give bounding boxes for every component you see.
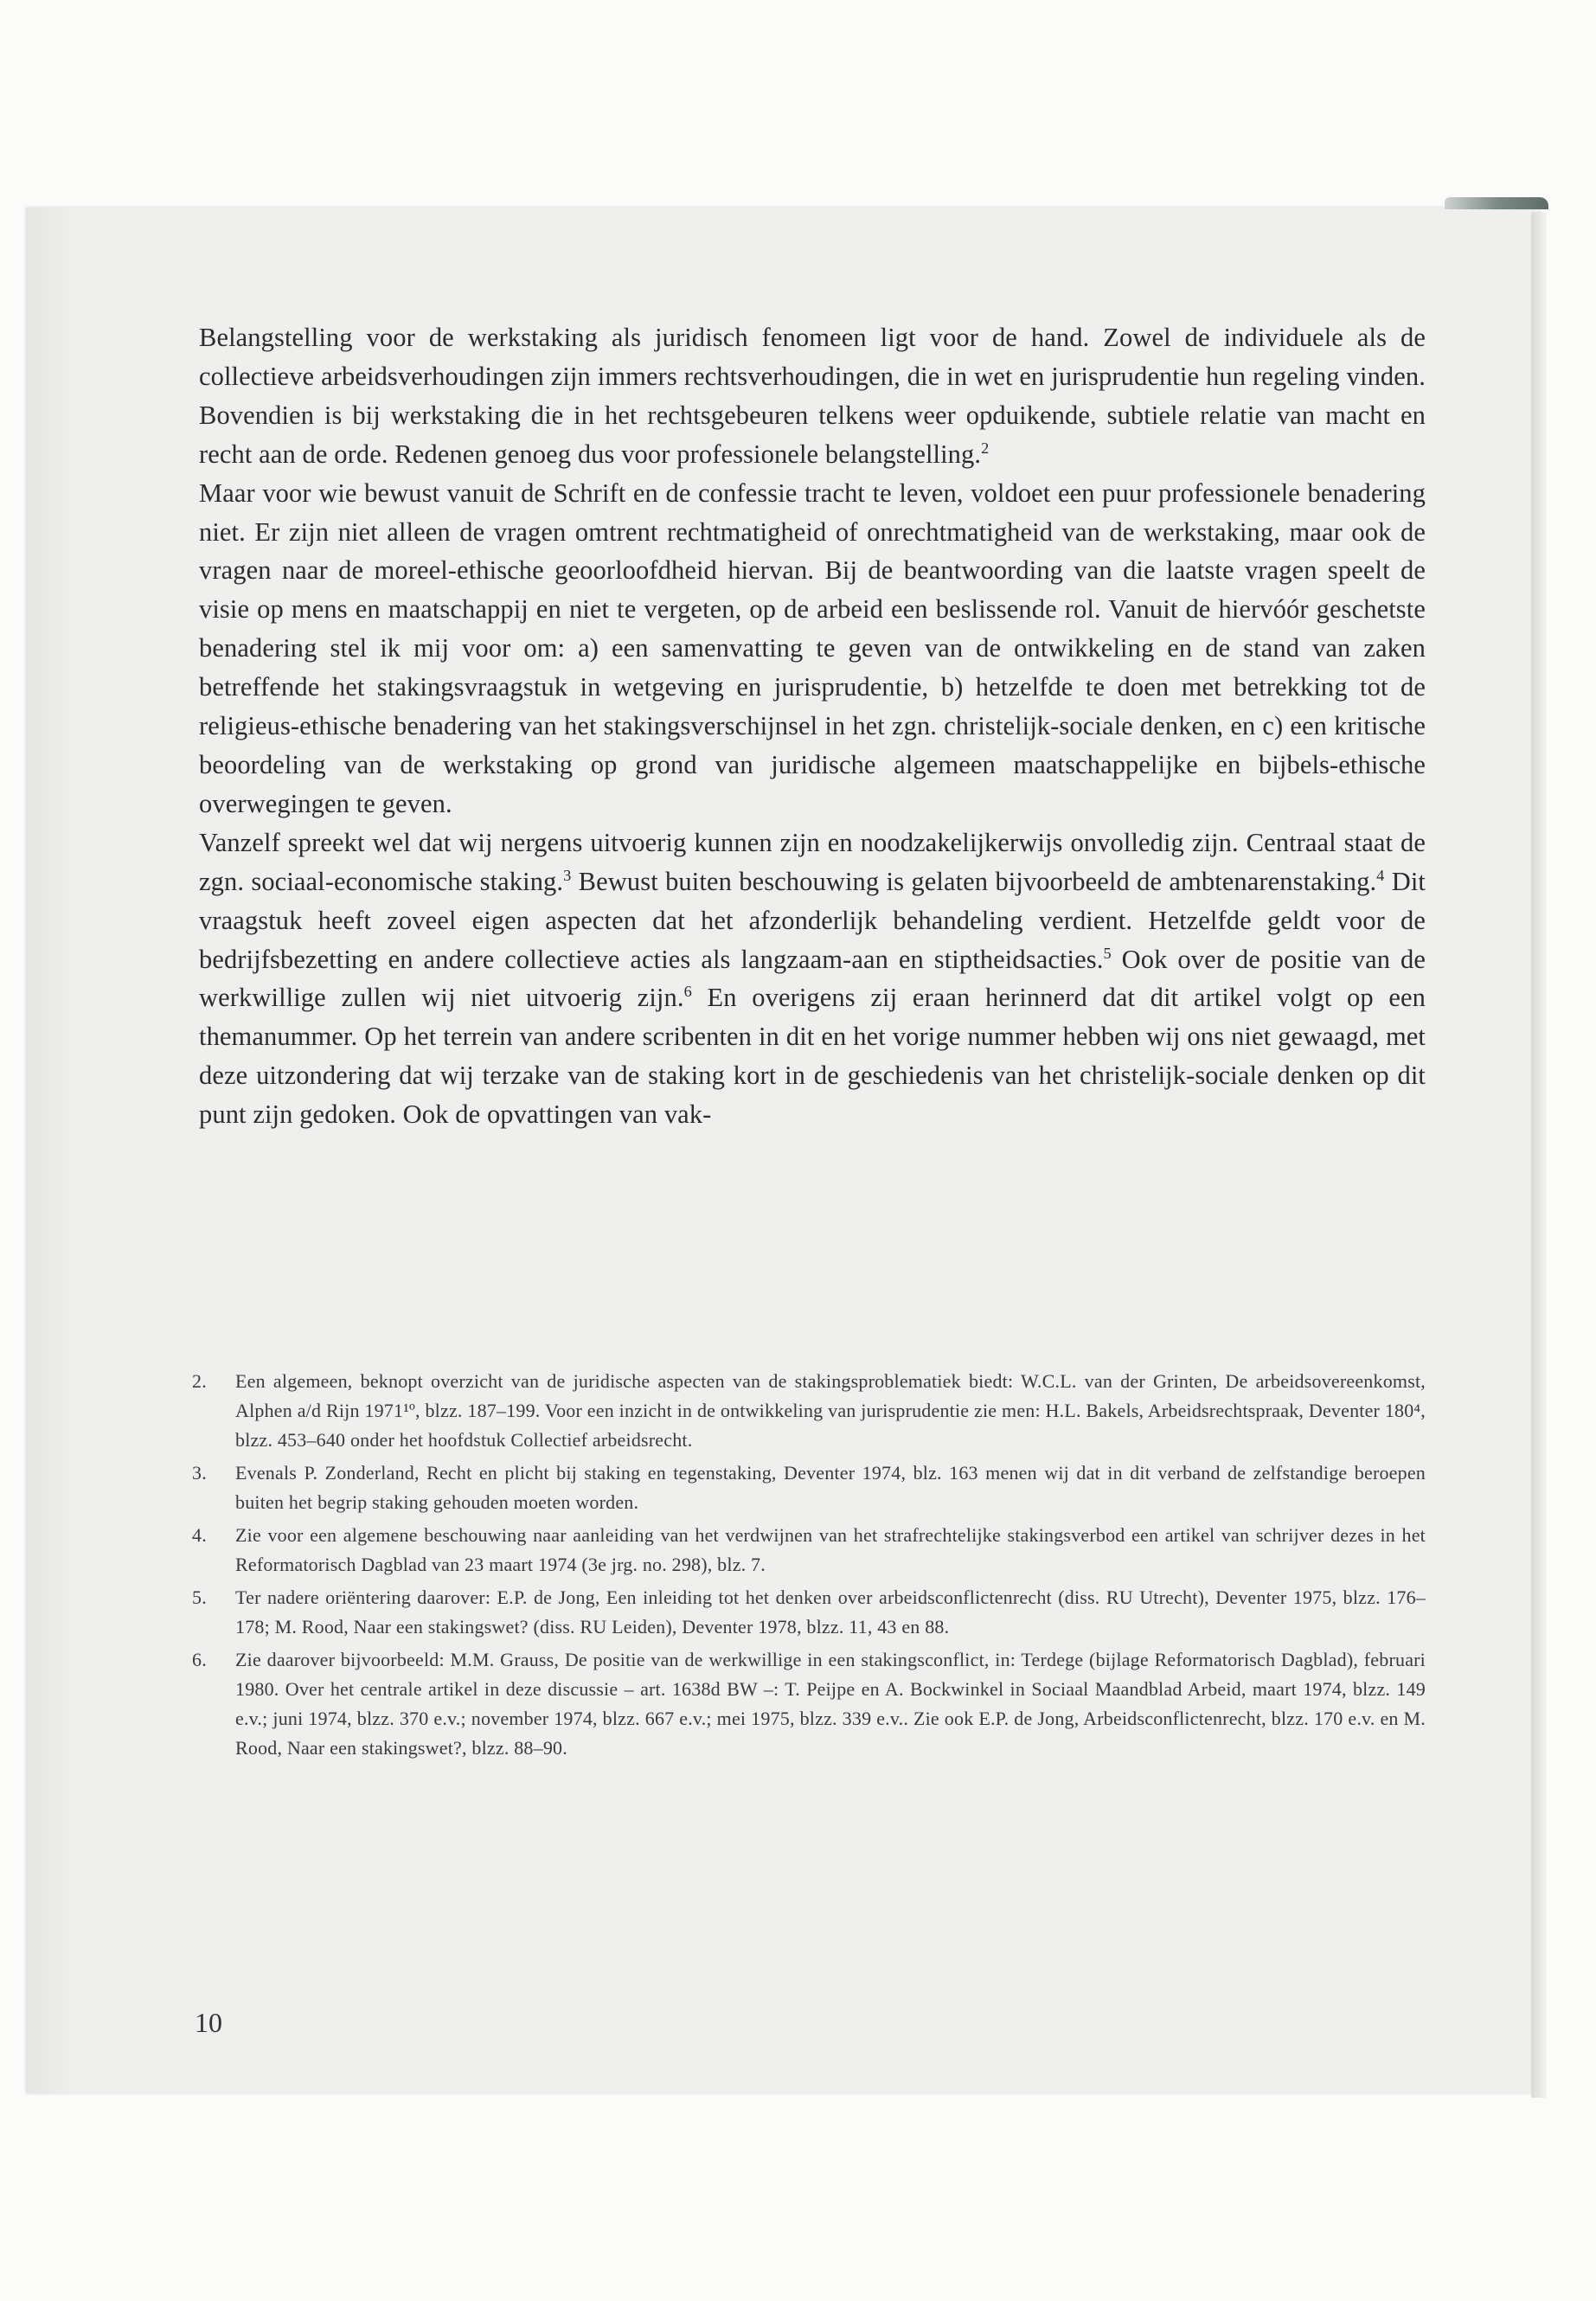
- paragraph-text: Belangstelling voor de werkstaking als juridisch fenomeen ligt voor de hand. Zowel de individuele als de collectieve arbeidsverhoudingen zijn immers rechtsverhoudingen, die in wet en jurisprudentie hun regeling vinden. Bovendien is bij werkstaking die in het rechtsgebeuren telkens weer opduikende, subtiele relatie van macht en recht aan de orde. Redenen genoeg dus voor professionele belangstelling.: [199, 323, 1426, 469]
- footnote-text: Zie daarover bijvoorbeeld: M.M. Grauss, De positie van de werkwillige in een stakingsconflict, in: Terdege (bijlage Reformatorisch Dagblad), februari 1980. Over het centrale artikel in deze discussie – art. 1638d BW –: T. Peijpe en A. Bockwinkel in Sociaal Maandblad Arbeid, maart 1974, blzz. 149 e.v.; juni 1974, blzz. 370 e.v.; november 1974, blzz. 667 e.v.; mei 1975, blzz. 339 e.v.. Zie ook E.P. de Jong, Arbeidsconflictenrecht, blzz. 170 e.v. en M. Rood, Naar een stakingswet?, blzz. 88–90.: [235, 1649, 1426, 1759]
- body-paragraph: [199, 824, 1426, 1134]
- footnote-number: 3.: [192, 1462, 207, 1484]
- footnote: [192, 1645, 1426, 1763]
- footnote: [192, 1583, 1426, 1642]
- footnote-marker[interactable]: 6: [683, 983, 692, 1001]
- footnote-marker[interactable]: 4: [1376, 866, 1385, 884]
- page-number: 10: [195, 2007, 222, 2038]
- footnote-number: 4.: [192, 1524, 207, 1546]
- footnotes: [192, 1367, 1426, 1766]
- footnote-text: Evenals P. Zonderland, Recht en plicht bij staking en tegenstaking, Deventer 1974, blz. 163 menen wij dat in dit verband de zelfstandige beroepen buiten het begrip staking gehouden moeten worden.: [235, 1462, 1426, 1513]
- paragraph-text: Maar voor wie bewust vanuit de Schrift en de confessie tracht te leven, voldoet een puur professionele benadering niet. Er zijn niet alleen de vragen omtrent rechtmatigheid of onrechtmatigheid van de werkstaking, maar ook de vragen naar de moreel-ethische geoorloofdheid hiervan. Bij de beantwoording van die laatste vragen speelt de visie op mens en maatschappij en niet te vergeten, op de arbeid een beslissende rol. Vanuit de hiervóór geschetste benadering stel ik mij voor om: a) een samenvatting te geven van de ontwikkeling en de stand van zaken betreffende het stakingsvraagstuk in wetgeving en jurisprudentie, b) hetzelfde te doen met betrekking tot de religieus-ethische benadering van het stakingsverschijnsel in het zgn. christelijk-sociale denken, en c) een kritische beoordeling van de werkstaking op grond van juridische algemeen maatschappelijke en bijbels-ethische overwegingen te geven.: [199, 478, 1426, 818]
- main-text: [199, 318, 1426, 1134]
- page-gutter-shadow: [26, 208, 78, 2093]
- footnote-number: 6.: [192, 1649, 207, 1670]
- footnote: [192, 1458, 1426, 1517]
- footnote-number: 5.: [192, 1586, 207, 1608]
- page-corner-tab: [1445, 197, 1548, 209]
- footnote: [192, 1521, 1426, 1580]
- paragraph-text: Dit vraagstuk heeft zoveel eigen aspecten dat het afzonderlijk behandeling verdient. Hetzelfde geldt voor de bedrijfsbezetting en andere collectieve acties als langzaam-aan en stiptheidsacties.: [199, 866, 1426, 974]
- footnote-text: Zie voor een algemene beschouwing naar aanleiding van het verdwijnen van het strafrechtelijke stakingsverbod een artikel van schrijver dezes in het Reformatorisch Dagblad van 23 maart 1974 (3e jrg. no. 298), blz. 7.: [235, 1524, 1426, 1575]
- footnote-marker[interactable]: 3: [563, 866, 572, 884]
- paragraph-text: Ook over de positie van de werkwillige zullen wij niet uitvoerig zijn.: [199, 944, 1426, 1013]
- paragraph-text: Vanzelf spreekt wel dat wij nergens uitvoerig kunnen zijn en noodzakelijkerwijs onvolledig zijn. Centraal staat de zgn. sociaal-economische staking.: [199, 827, 1426, 896]
- footnote-text: Een algemeen, beknopt overzicht van de juridische aspecten van de stakingsproblematiek biedt: W.C.L. van der Grinten, De arbeidsovereenkomst, Alphen a/d Rijn 1971¹º, blzz. 187–199. Voor een inzicht in de ontwikkeling van jurisprudentie zie men: H.L. Bakels, Arbeidsrechtspraak, Deventer 180⁴, blzz. 453–640 onder het hoofdstuk Collectief arbeidsrecht.: [235, 1370, 1426, 1451]
- footnote-marker[interactable]: 5: [1103, 944, 1112, 962]
- paragraph-text: Bewust buiten beschouwing is gelaten bijvoorbeeld de ambtenarenstaking.: [571, 866, 1377, 896]
- page-edge: [1531, 212, 1547, 2098]
- footnote-number: 2.: [192, 1370, 207, 1392]
- body-paragraph: [199, 318, 1426, 474]
- footnote: [192, 1367, 1426, 1455]
- body-paragraph: [199, 474, 1426, 824]
- paragraph-text: En overigens zij eraan herinnerd dat dit artikel volgt op een themanummer. Op het terrein van andere scribenten in dit en het vorige nummer hebben wij ons niet gewaagd, met deze uitzondering dat wij terzake van de staking kort in de geschiedenis van het christelijk-sociale denken op dit punt zijn gedoken. Ook de opvattingen van vak-: [199, 983, 1426, 1130]
- footnote-marker[interactable]: 2: [981, 439, 990, 457]
- footnote-text: Ter nadere oriëntering daarover: E.P. de Jong, Een inleiding tot het denken over arbeidsconflictenrecht (diss. RU Utrecht), Deventer 1975, blzz. 176–178; M. Rood, Naar een stakingswet? (diss. RU Leiden), Deventer 1978, blzz. 11, 43 en 88.: [235, 1586, 1426, 1638]
